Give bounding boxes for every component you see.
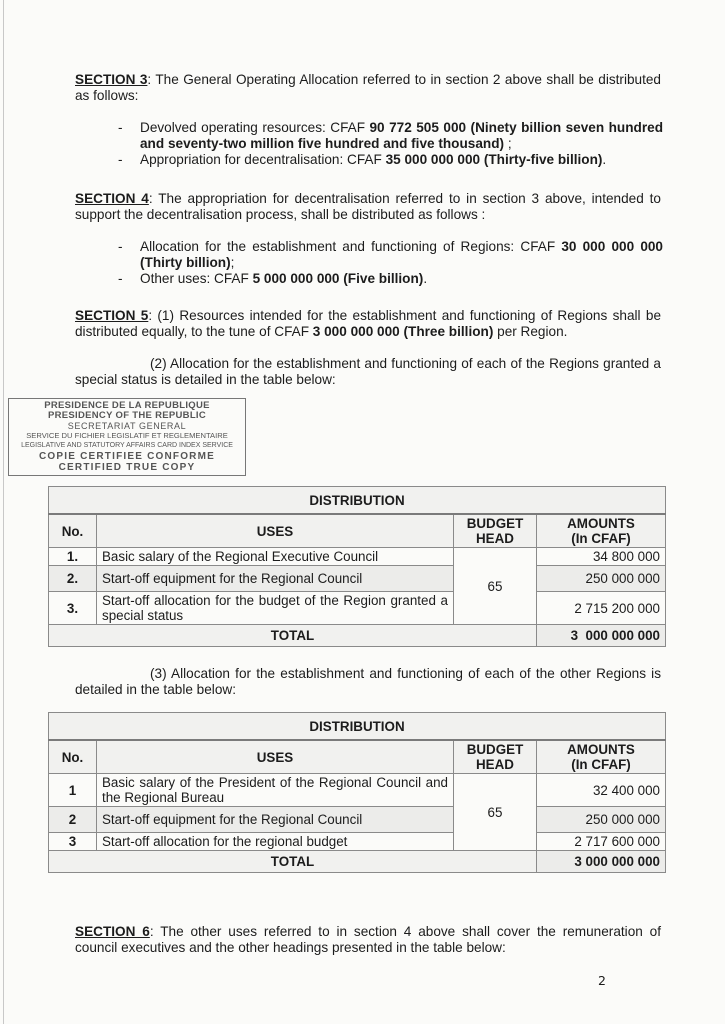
column-header-uses: USES — [97, 740, 454, 774]
stamp-line: COPIE CERTIFIEE CONFORME — [38, 451, 216, 462]
bullet-suffix: ; — [230, 255, 235, 270]
bullet-text: Appropriation for decentralisation: CFAF — [140, 152, 386, 167]
list-item — [118, 120, 663, 152]
bullet-amount: 90 772 505 000 (Ninety billion seven hundred and seventy-two million five hundred and five thousand) — [140, 120, 663, 151]
section-4-heading: SECTION 4 — [75, 191, 149, 206]
list-item — [118, 239, 663, 271]
section-4-text: : The appropriation for decentralisation referred to in section 3 above, intended to support the decentralisation process, shall be distributed as follows : — [75, 191, 661, 222]
total-label: TOTAL — [49, 625, 537, 647]
row-number: 3. — [49, 592, 97, 625]
row-amount: 250 000 000 — [537, 807, 666, 833]
row-number: 2. — [49, 566, 97, 592]
section-5-paragraph-3: (3) Allocation for the establishment and functioning of each of the other Regions is detailed in the table below: — [75, 666, 661, 697]
budget-head-value: 65 — [454, 548, 537, 625]
row-number: 2 — [49, 807, 97, 833]
stamp-line: PRESIDENCE DE LA REPUBLIQUE — [44, 401, 210, 411]
section-5-heading: SECTION 5 — [75, 308, 149, 323]
row-use: Start-off equipment for the Regional Council — [97, 807, 454, 833]
distribution-table-special-status — [48, 486, 666, 647]
section-5-paragraph-1 — [75, 308, 661, 340]
table-title: DISTRIBUTION — [49, 487, 666, 515]
bullet-suffix: . — [423, 271, 428, 286]
row-amount: 2 717 600 000 — [537, 833, 666, 851]
row-amount: 2 715 200 000 — [537, 592, 666, 625]
bullet-suffix: . — [602, 152, 607, 167]
bullet-amount: 35 000 000 000 (Thirty-five billion) — [385, 152, 603, 167]
section-6-heading: SECTION 6 — [75, 924, 150, 939]
table-row — [49, 548, 666, 566]
section-6-paragraph — [75, 924, 661, 956]
row-use: Start-off allocation for the regional budget — [97, 833, 454, 851]
bullet-dash: - — [118, 120, 123, 135]
section-6-text: : The other uses referred to in section 4 above shall cover the remuneration of council executives and the other headings presented in the table below: — [75, 924, 661, 955]
column-header-no: No. — [49, 514, 97, 548]
stamp-line: LEGISLATIVE AND STATUTORY AFFAIRS CARD INDEX SERVICE — [21, 442, 233, 449]
bullet-suffix: ; — [504, 136, 512, 151]
section-3-paragraph — [75, 72, 661, 104]
section-4-bullets — [118, 239, 663, 287]
table-row — [49, 592, 666, 625]
bullet-text: Allocation for the establishment and functioning of Regions: CFAF — [140, 239, 562, 254]
total-amount: 3 000 000 000 — [537, 625, 666, 647]
section-4-paragraph — [75, 191, 661, 223]
column-header-amounts: AMOUNTS (In CFAF) — [537, 514, 666, 548]
row-number: 3 — [49, 833, 97, 851]
distribution-table-other-regions — [48, 712, 666, 873]
bullet-text: Devolved operating resources: CFAF — [140, 120, 370, 135]
row-use: Start-off allocation for the budget of the Region granted a special status — [97, 592, 454, 625]
section-3-heading: SECTION 3 — [75, 72, 148, 87]
table-title: DISTRIBUTION — [49, 713, 666, 741]
scan-edge — [3, 0, 4, 1024]
bullet-dash: - — [118, 152, 123, 167]
row-number: 1. — [49, 548, 97, 566]
row-amount: 32 400 000 — [537, 774, 666, 807]
bullet-dash: - — [118, 239, 123, 254]
bullet-dash: - — [118, 271, 123, 286]
stamp-line: SECRETARIAT GENERAL — [67, 421, 187, 431]
row-use: Start-off equipment for the Regional Council — [97, 566, 454, 592]
column-header-amounts: AMOUNTS (In CFAF) — [537, 740, 666, 774]
section-3-bullets — [118, 120, 663, 168]
section-3-text: : The General Operating Allocation referred to in section 2 above shall be distributed as follows: — [75, 72, 661, 103]
total-amount: 3 000 000 000 — [537, 851, 666, 873]
column-header-uses: USES — [97, 514, 454, 548]
total-row — [49, 851, 666, 873]
column-header-no: No. — [49, 740, 97, 774]
list-item — [118, 152, 663, 168]
table-row — [49, 774, 666, 807]
section-5-text: : (1) Resources intended for the establishment and functioning of Regions shall be distributed equally, to the tune of CFAF — [75, 308, 662, 339]
row-amount: 34 800 000 — [537, 548, 666, 566]
table-row — [49, 833, 666, 851]
section-5-paragraph-2: (2) Allocation for the establishment and functioning of each of the Regions granted a special status is detailed in the table below: — [75, 356, 661, 387]
section-5-suffix: per Region. — [493, 324, 568, 339]
column-header-budget-head: BUDGET HEAD — [454, 514, 537, 548]
row-amount: 250 000 000 — [537, 566, 666, 592]
stamp-line: CERTIFIED TRUE COPY — [58, 462, 196, 473]
list-item — [118, 271, 663, 287]
column-header-budget-head: BUDGET HEAD — [454, 740, 537, 774]
table-row — [49, 566, 666, 592]
table-row — [49, 807, 666, 833]
section-5-amount: 3 000 000 000 (Three billion) — [312, 324, 494, 339]
row-use: Basic salary of the President of the Regional Council and the Regional Bureau — [97, 774, 454, 807]
certified-true-copy-stamp — [8, 398, 246, 476]
stamp-line: SERVICE DU FICHIER LEGISLATIF ET REGLEMENTAIRE — [26, 431, 228, 440]
total-row — [49, 625, 666, 647]
total-label: TOTAL — [49, 851, 537, 873]
row-use: Basic salary of the Regional Executive Council — [97, 548, 454, 566]
bullet-amount: 30 000 000 000 (Thirty billion) — [140, 239, 663, 270]
bullet-amount: 5 000 000 000 (Five billion) — [252, 271, 424, 286]
budget-head-value: 65 — [454, 774, 537, 851]
page-number: 2 — [598, 973, 606, 988]
stamp-line: PRESIDENCY OF THE REPUBLIC — [47, 411, 207, 421]
row-number: 1 — [49, 774, 97, 807]
bullet-text: Other uses: CFAF — [140, 271, 253, 286]
